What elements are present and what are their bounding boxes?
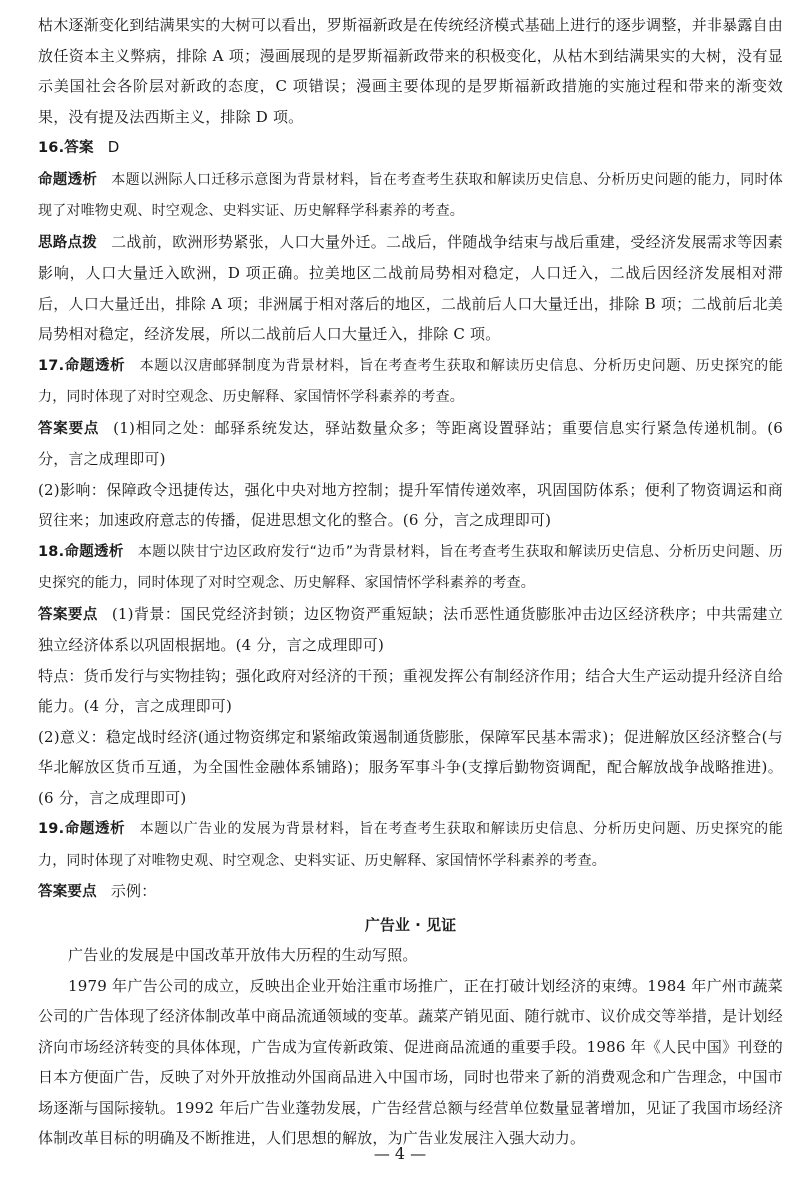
page-number: — 4 — xyxy=(373,1144,427,1163)
essay-title: 广告业 · 见证 xyxy=(364,915,457,934)
q16-number: 16. xyxy=(38,140,65,156)
q17-point-2: (2)影响：保障政令迅捷传达，强化中央对地方控制；提升军情传递效率，巩固国防体系；便利了物资调运和商贸往来；加速政府意志的传播，促进思想文化的整合。(6 分，言之成理即可) xyxy=(38,480,783,529)
q17-number: 17. xyxy=(38,357,65,374)
q18-number: 18. xyxy=(38,543,65,560)
essay-paragraph-1: 广告业的发展是中国改革开放伟大历程的生动写照。 xyxy=(68,946,418,964)
q16-hint xyxy=(38,227,783,350)
q16-analysis-text: 本题以洲际人口迁移示意图为背景材料，旨在考查考生获取和解读历史信息、分析历史问题的能力，同时体现了对唯物史观、时空观念、史料实证、历史解释学科素养的考查。 xyxy=(38,171,783,219)
q18-analysis xyxy=(38,536,783,599)
q16-answer-label: 答案 xyxy=(64,140,94,156)
q17-analysis xyxy=(38,350,783,413)
q19-analysis xyxy=(38,813,783,876)
q18-point-1-text: (1)背景：国民党经济封锁；边区物资严重短缺；法币恶性通货膨胀冲击边区经济秩序；中共需建立独立经济体系以巩固根据地。(4 分，言之成理即可) xyxy=(38,604,783,654)
answer-page xyxy=(38,10,783,1154)
q17-analysis-label: 命题透析 xyxy=(64,357,126,374)
essay-paragraph-2: 1979 年广告公司的成立，反映出企业开始注重市场推广，正在打破计划经济的束缚。1984 年广州市蔬菜公司的广告体现了经济体制改革中商品流通领域的变革。蔬菜产销见面、随行就市、议价成交等举措，是计划经济向市场经济转变的具体体现，广告成为宣传新政策、促进商品流通的重要手段。1986 年《人民中国》刊登的日本方便面广告，反映了对外开放推动外国商品进入中国市场，同时也带来了新的消费观念和广告理念，中国市场逐渐与国际接轨。1992 年后广告业蓬勃发展，广告经营总额与经营单位数量显著增加，见证了我国市场经济体制改革目标的明确及不断推进，人们思想的解放，为广告业发展注入强大动力。 xyxy=(38,976,783,1147)
q16-hint-text: 二战前，欧洲形势紧张，人口大量外迁。二战后，伴随战争结束与战后重建，受经济发展需求等因素影响，人口大量迁入欧洲，D 项正确。拉美地区二战前局势相对稳定，人口迁入，二战后因经济发展相对滞后，人口大量迁出，排除 A 项；非洲属于相对落后的地区，二战前后人口大量迁出，排除 B 项；二战前后北美局势相对稳定，经济发展，所以二战前后人口大量迁入，排除 C 项。 xyxy=(38,232,783,343)
q17-point-1-text: (1)相同之处：邮驿系统发达，驿站数量众多；等距离设置驿站；重要信息实行紧急传递机制。(6 分，言之成理即可) xyxy=(38,418,783,468)
q16-answer: D xyxy=(107,138,120,156)
q16-answer-line xyxy=(38,132,783,164)
q19-analysis-text: 本题以广告业的发展为背景材料，旨在考查考生获取和解读历史信息、分析历史问题、历史探究的能力，同时体现了对唯物史观、时空观念、史料实证、历史解释、家国情怀学科素养的考查。 xyxy=(38,821,783,869)
q17-points-label: 答案要点 xyxy=(38,420,100,437)
q18-points-label: 答案要点 xyxy=(38,606,98,623)
q16-analysis-label: 命题透析 xyxy=(38,171,98,188)
q16-hint-label: 思路点拨 xyxy=(38,234,98,251)
q16-analysis xyxy=(38,164,783,227)
q18-analysis-text: 本题以陕甘宁边区政府发行“边币”为背景材料，旨在考查考生获取和解读历史信息、分析历史问题、历史探究的能力，同时体现了对时空观念、历史解释、家国情怀学科素养的考查。 xyxy=(38,543,783,591)
q18-point-2: 特点：货币发行与实物挂钩；强化政府对经济的干预；重视发挥公有制经济作用；结合大生产运动提升经济自给能力。(4 分，言之成理即可) xyxy=(38,666,783,715)
q17-point-1 xyxy=(38,413,783,475)
q18-analysis-label: 命题透析 xyxy=(64,543,124,560)
q19-number: 19. xyxy=(38,821,65,837)
q18-point-1 xyxy=(38,599,783,661)
q19-analysis-label: 命题透析 xyxy=(64,821,126,837)
q17-analysis-text: 本题以汉唐邮驿制度为背景材料，旨在考查考生获取和解读历史信息、分析历史问题、历史探究的能力，同时体现了对时空观念、历史解释、家国情怀学科素养的考查。 xyxy=(38,357,783,405)
q15-tail-text: 枯木逐渐变化到结满果实的大树可以看出，罗斯福新政是在传统经济模式基础上进行的逐步调整，并非暴露自由放任资本主义弊病，排除 A 项；漫画展现的是罗斯福新政带来的积极变化，从枯木到结满果实的大树，没有显示美国社会各阶层对新政的态度，C 项错误；漫画主要体现的是罗斯福新政措施的实施过程和带来的渐变效果，没有提及法西斯主义，排除 D 项。 xyxy=(38,16,783,126)
q19-points xyxy=(38,876,783,908)
q19-points-label: 答案要点 xyxy=(38,884,97,900)
q18-point-3: (2)意义：稳定战时经济(通过物资绑定和紧缩政策遏制通货膨胀，保障军民基本需求)；促进解放区经济整合(与华北解放区货币互通，为全国性金融体系铺路)；服务军事斗争(支撑后勤物资调配，配合解放战争战略推进)。(6 分，言之成理即可) xyxy=(38,727,783,807)
q19-example-label: 示例： xyxy=(110,882,157,900)
